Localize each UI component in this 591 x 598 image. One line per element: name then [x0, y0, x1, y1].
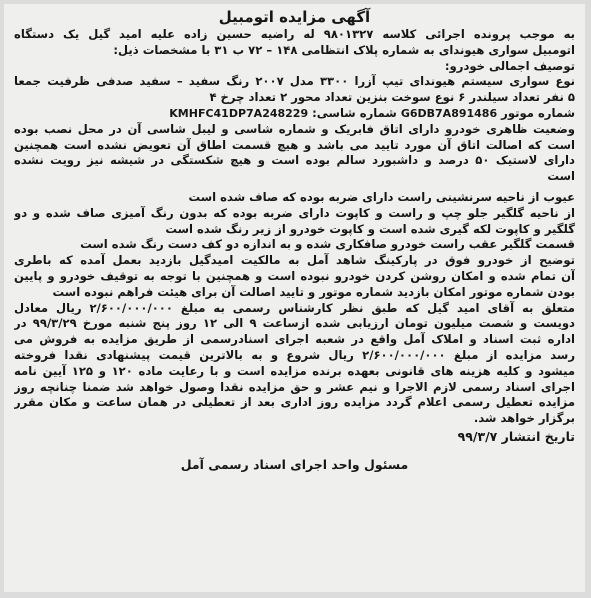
notice-line: نوع سواری سیستم هیوندای تیپ آزرا ۳۳۰۰ مدل ۲۰۰۷ رنگ سفید – سفید صدفی ظرفیت جمعا	[14, 74, 575, 89]
publication-date: تاریخ انتشار ۹۹/۳/۷	[457, 428, 575, 444]
notice-subheading: توصیف اجمالی خودرو:	[444, 58, 575, 73]
engine-label: شماره موتور	[501, 105, 575, 120]
notice-line: قسمت گلگیر عقب راست خودرو صافکاری شده و به اندازه دو کف دست رنگ شده است	[80, 237, 575, 252]
notice-line: آن تمام شده و امکان روشن کردن خودرو نبوده است و همچنین با توجه به توقیف خودرو و پایین	[14, 268, 575, 283]
notice-line: رسد مزایده از مبلغ ۲/۶۰۰/۰۰۰/۰۰۰ ریال شروع و به بالاترین قیمت پیشنهادی نقدا فروخته	[14, 347, 575, 362]
notice-line: بودن شماره موتور امکان بازدید شماره موتور و تایید اصالت آن برای هیئت فراهم نبوده است	[52, 284, 575, 299]
notice-line: است که اصالت اتاق آن مورد تایید می باشد و هیچ قسمت اطاق آن تعویض نشده است همچنین	[14, 137, 575, 152]
engine-chassis-line	[14, 106, 575, 122]
chassis-number: KMHFC41DP7A248229	[169, 106, 309, 120]
notice-line: ۵ نفر تعداد سیلندر ۶ نوع سوخت بنزین تعداد محور ۲ تعداد چرخ ۴	[209, 90, 575, 105]
notice-line: به موجب پرونده اجرائی کلاسه ۹۸۰۱۳۲۷ له راضیه حسین زاده علیه امید گیل یک دستگاه	[14, 27, 575, 41]
signature: مسئول واحد اجرای اسناد رسمی آمل	[180, 456, 409, 472]
notice-line: متعلق به آقای امید گیل که طبق نظر کارشناس رسمی به مبلغ ۲/۶۰۰/۰۰۰/۰۰۰ ریال معادل	[14, 300, 575, 315]
notice-line: دارای لاستیک ۵۰ درصد و داشبورد سالم بوده است و هیچ شکستگی در شیشه نیز رویت نشده	[14, 153, 575, 168]
engine-number: G6DB7A891486	[400, 106, 498, 120]
chassis-label: شماره شاسی:	[312, 105, 397, 120]
notice-line: وضعیت ظاهری خودرو دارای اتاق فابریک و شماره شاسی و لیبل شاسی آن در محل نصب بوده	[14, 121, 575, 136]
notice-line: برگزار خواهد شد.	[473, 411, 575, 426]
notice-line: مزایده تعطیل رسمی اعلام گردد مزایده روز اداری بعد از تعطیلی در همان ساعت و مکان مقرر	[14, 395, 575, 410]
notice-line: عیوب از ناحیه سرنشینی راست دارای ضربه بوده که صاف شده است	[188, 189, 575, 204]
notice-line: دویست و شصت میلیون تومان ارزیابی شده ازساعت ۹ الی ۱۲ روز پنج شنبه مورخ ۹۹/۳/۲۹ در	[14, 316, 575, 331]
notice-line: است	[547, 169, 575, 184]
notice-line: میشود و کلیه هزینه های قانونی بعهده برنده مزایده است و با رعایت ماده ۱۲۰ و ۱۲۵ آیین نامه	[14, 363, 575, 378]
notice-title: آگهی مزایده اتومبیل	[218, 8, 371, 26]
notice-line: اداره ثبت اسناد و املاک آمل واقع در شعبه اجرای اسنادرسمی از طریق مزایده به فروش می	[14, 332, 575, 347]
notice-line: اجرای اسناد رسمی لازم الاجرا و نیم عشر و حق مزایده نقدا وصول خواهد شد ضمنا چنانچه روز	[14, 379, 575, 394]
notice-line: گلگیر و کاپوت لکه گیری شده است و کاپوت خودرو از زیر رنگ شده است	[165, 221, 575, 236]
auction-notice	[4, 4, 585, 592]
notice-line: از ناحیه گلگیر جلو چپ و راست و کاپوت دارای ضربه بوده که بدون رنگ آمیزی صاف شده و دو	[14, 205, 575, 220]
notice-line: اتومبیل سواری هیوندای به شماره پلاک انتظامی ۱۴۸ – ۷۲ ب ۳۱ با مشخصات ذیل:	[113, 42, 575, 57]
notice-line: توضیح از خودرو فوق در پارکینگ شاهد آمل به مالکیت امیدگیل بازدید بعمل آمده که باطری	[14, 253, 575, 268]
